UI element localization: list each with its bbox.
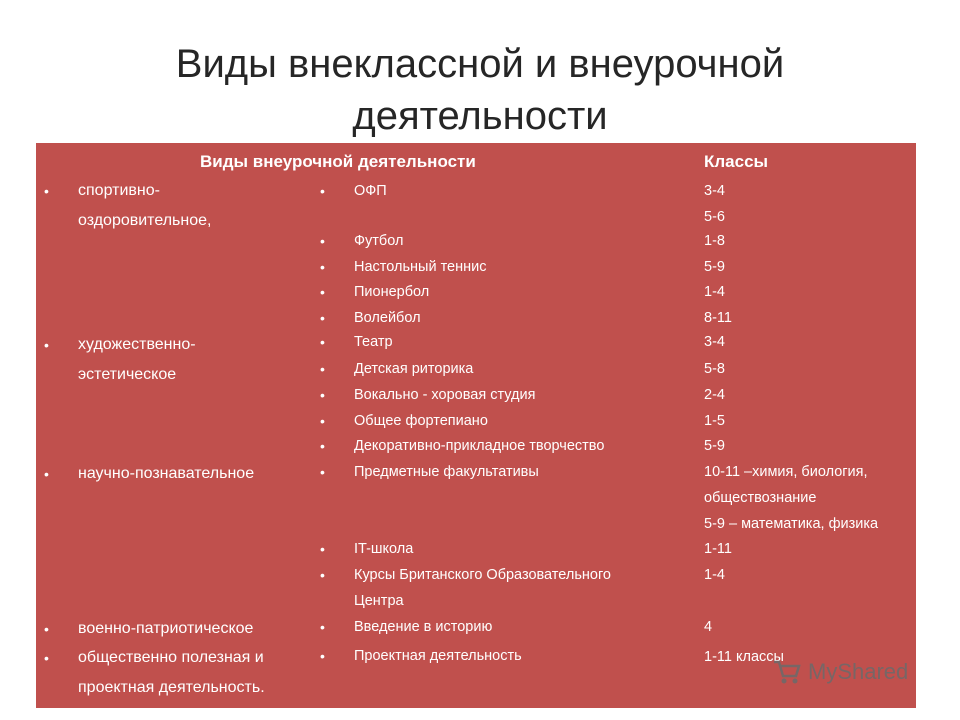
classes-value: 10-11 –химия, биология,: [704, 464, 868, 480]
classes-cell: 1-5: [704, 413, 725, 429]
category-art: [44, 330, 309, 390]
bullet-icon: •: [320, 361, 325, 377]
activity-name: IT-школа: [354, 541, 414, 557]
classes-cell: 8-11: [704, 310, 732, 326]
bullet-icon: •: [320, 413, 325, 429]
category-line: проектная деятельность.: [78, 679, 265, 696]
activity-name: Предметные факультативы: [354, 464, 539, 480]
bullet-icon: •: [320, 619, 325, 635]
classes-cell: 1-11: [704, 541, 732, 557]
bullet-icon: •: [320, 183, 325, 199]
header-activities: Виды внеурочной деятельности: [200, 152, 476, 171]
watermark-text: MyShared: [808, 659, 909, 684]
bullet-icon: •: [44, 650, 49, 666]
activity-item: [320, 408, 680, 434]
cart-icon: [772, 658, 802, 686]
activity-item: [320, 279, 680, 305]
category-military: [44, 614, 309, 644]
bullet-icon: •: [320, 284, 325, 300]
activity-item: [320, 228, 680, 254]
bullet-icon: •: [320, 464, 325, 480]
classes-cell: 1-8: [704, 233, 725, 249]
title-line-1: Виды внеклассной и внеурочной: [175, 42, 785, 86]
activity-name: Общее фортепиано: [354, 413, 488, 429]
classes-cell: 1-4: [704, 567, 725, 583]
activity-item: [320, 254, 680, 280]
activity-name: Пионербол: [354, 284, 430, 300]
activity-name-cont: Центра: [354, 593, 404, 609]
classes-cell: 4: [704, 619, 713, 635]
header-classes: Классы: [704, 152, 769, 171]
bullet-icon: •: [320, 567, 325, 583]
category-line: оздоровительное,: [78, 212, 212, 229]
classes-value: 5-9 – математика, физика: [704, 516, 879, 532]
category-line: спортивно-: [78, 182, 160, 199]
bullet-icon: •: [320, 438, 325, 454]
activity-name: ОФП: [354, 183, 387, 199]
classes-value: 3-4: [704, 183, 725, 199]
activity-item: [320, 643, 680, 669]
activity-name: Введение в историю: [354, 619, 493, 635]
activity-item: [320, 356, 680, 382]
activity-name: Декоративно-прикладное творчество: [354, 438, 605, 454]
watermark-logo: [772, 658, 908, 686]
bullet-icon: •: [44, 183, 49, 199]
activity-item: [320, 433, 680, 459]
bullet-icon: •: [44, 337, 49, 353]
activity-item: [320, 178, 680, 204]
activity-item: [320, 459, 680, 485]
bullet-icon: •: [320, 233, 325, 249]
title-line-2: деятельности: [352, 94, 608, 138]
category-line: эстетическое: [78, 366, 177, 383]
category-line: художественно-: [78, 336, 196, 353]
category-line: общественно полезная и: [78, 649, 264, 666]
bullet-icon: •: [44, 621, 49, 637]
classes-cell: 3-4: [704, 334, 725, 350]
classes-cell: 5-9: [704, 438, 725, 454]
category-line: военно-патриотическое: [78, 620, 254, 637]
activity-item: [320, 562, 680, 614]
activity-name: Футбол: [354, 233, 404, 249]
classes-cell: 1-11 классы: [704, 649, 784, 665]
classes-value: 5-6: [704, 209, 725, 225]
classes-cell: 1-4: [704, 284, 725, 300]
activity-item: [320, 536, 680, 562]
classes-cell: 5-8: [704, 361, 725, 377]
bullet-icon: •: [320, 334, 325, 350]
category-sport: [44, 176, 309, 236]
bullet-icon: •: [320, 387, 325, 403]
classes-cell: [704, 178, 914, 230]
activity-name: Курсы Британского Образовательного: [354, 567, 611, 583]
activity-item: [320, 329, 680, 355]
bullet-icon: •: [44, 466, 49, 482]
category-social: [44, 643, 309, 703]
bullet-icon: •: [320, 648, 325, 664]
classes-value: обществознание: [704, 490, 817, 506]
activity-item: [320, 305, 680, 331]
activity-name: Вокально - хоровая студия: [354, 387, 536, 403]
activity-item: [320, 614, 680, 640]
activity-name: Детская риторика: [354, 361, 474, 377]
activity-name: Настольный теннис: [354, 259, 487, 275]
activity-item: [320, 382, 680, 408]
bullet-icon: •: [320, 259, 325, 275]
activity-name: Театр: [354, 334, 393, 350]
activity-name: Проектная деятельность: [354, 648, 522, 664]
classes-cell: 2-4: [704, 387, 725, 403]
category-science: [44, 459, 309, 489]
activity-name: Волейбол: [354, 310, 421, 326]
bullet-icon: •: [320, 310, 325, 326]
category-line: научно-познавательное: [78, 465, 255, 482]
classes-cell: 5-9: [704, 259, 725, 275]
bullet-icon: •: [320, 541, 325, 557]
classes-cell: [704, 459, 914, 537]
slide-title: [0, 38, 960, 142]
